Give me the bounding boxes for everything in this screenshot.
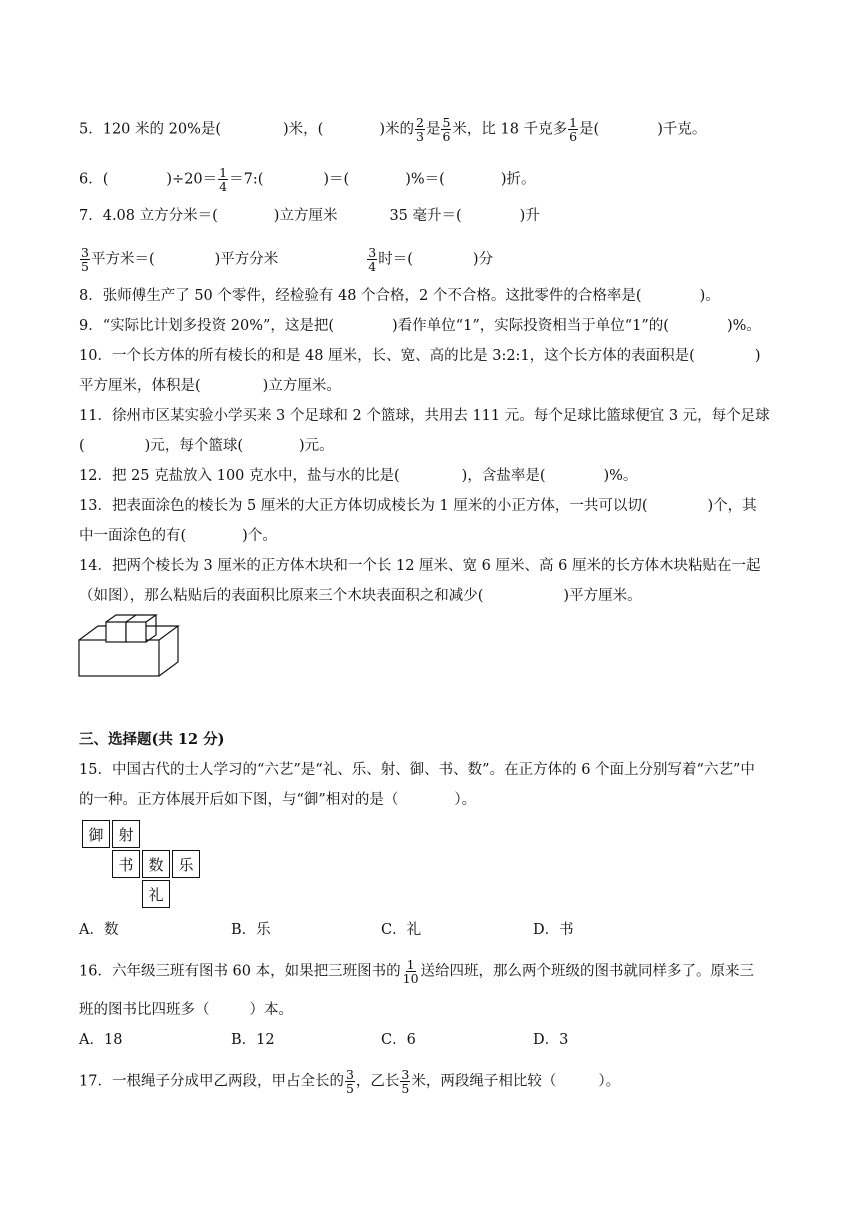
q12-text-c: )%。 — [603, 468, 638, 484]
q11-text-a: 11．徐州市区某实验小学买来 3 个足球和 2 个篮球，共用去 111 元。每个足球比篮球便宜 3 元，每个足球 — [79, 408, 770, 424]
option-a[interactable]: A．18 — [79, 1032, 123, 1048]
q10-text-a: 10．一个长方体的所有棱长的和是 48 厘米，长、宽、高的比是 3:2:1，这个长方体的表面积是( — [79, 348, 695, 364]
q6-text-c: ＝7:( — [229, 171, 264, 188]
q8-text-b: )。 — [699, 288, 720, 304]
q14-text-a: 14．把两个棱长为 3 厘米的正方体木块和一个长 12 厘米、宽 6 厘米、高 6 厘米的长方体木块粘贴在一起 — [79, 558, 761, 574]
q15-text-c: ）。 — [454, 792, 477, 808]
net-cell: 礼 — [142, 880, 170, 908]
q5-text-e: 米，比 18 千克多 — [452, 121, 568, 138]
q5-text-b: )米，( — [283, 121, 324, 138]
q16-text-d: ）本。 — [249, 1002, 293, 1018]
q6-text-f: )折。 — [500, 171, 536, 188]
q13-text-b: )个，其 — [707, 498, 757, 514]
question-17 — [79, 1068, 620, 1095]
q5-text-d: 是 — [425, 121, 441, 138]
question-6 — [79, 166, 535, 193]
q7-text-f: )平方分米 — [214, 251, 279, 268]
fraction: $\frac{2}{3}$ — [416, 115, 424, 144]
q17-text-d: ）。 — [598, 1073, 621, 1090]
q15-text-a: 15．中国古代的士人学习的“六艺”是“礼、乐、射、御、书、数”。在正方体的 6 个面上分别写着“六艺”中 — [79, 762, 755, 778]
net-cell: 御 — [82, 820, 110, 848]
option-c[interactable]: C．礼 — [381, 922, 422, 938]
question-11-line-1 — [79, 406, 770, 426]
option-b[interactable]: B．12 — [231, 1032, 275, 1048]
net-cell: 书 — [112, 850, 140, 878]
section-title: 三、选择题(共 12 分) — [79, 731, 225, 748]
q16-text-b: 送给四班，那么两个班级的图书就同样多了。原来三 — [420, 963, 755, 980]
option-d[interactable]: D．书 — [533, 922, 574, 938]
q9-text-c: )%。 — [726, 318, 761, 334]
fraction: $\frac{1}{10}$ — [402, 957, 419, 986]
net-cell: 数 — [142, 850, 170, 878]
q6-text-d: )＝( — [323, 171, 350, 188]
q6-text-e: )%＝( — [405, 171, 445, 188]
q5-text-g: )千克。 — [657, 121, 707, 138]
q13-text-a: 13．把表面涂色的棱长为 5 厘米的大正方体切成棱长为 1 厘米的小正方体，一共可以切( — [79, 498, 648, 514]
option-c[interactable]: C．6 — [381, 1032, 416, 1048]
fraction: $\frac{1}{4}$ — [219, 165, 228, 194]
question-7-line-1 — [79, 206, 540, 226]
question-12 — [79, 466, 637, 486]
fraction: $\frac{3}{4}$ — [368, 245, 377, 274]
fraction: $\frac{3}{5}$ — [81, 245, 89, 274]
q12-text-b: )，含盐率是( — [461, 468, 546, 484]
q7-text-d: )升 — [519, 208, 540, 224]
q6-text-b: )÷20＝ — [166, 171, 218, 188]
q13-text-c: 中一面涂色的有( — [79, 528, 187, 544]
question-16-line-1 — [79, 958, 754, 985]
q7-text-g: 时＝( — [378, 251, 413, 268]
question-15-line-1 — [79, 760, 755, 780]
q11-text-d: )元。 — [299, 438, 334, 454]
question-16-options — [79, 1030, 568, 1050]
option-a[interactable]: A．数 — [79, 922, 119, 938]
fraction: $\frac{5}{6}$ — [442, 115, 451, 144]
question-14-line-1 — [79, 556, 760, 576]
q7-text-e: 平方米＝( — [90, 251, 155, 268]
q11-text-c: )元，每个篮球( — [144, 438, 243, 454]
fraction: $\frac{3}{5}$ — [345, 1067, 354, 1096]
net-cell: 乐 — [172, 850, 200, 878]
q15-text-b: 的一种。正方体展开后如下图，与“御”相对的是（ — [79, 792, 399, 808]
q10-text-c: 平方厘米，体积是( — [79, 378, 201, 394]
question-5 — [79, 116, 706, 143]
question-14-line-2 — [79, 586, 642, 606]
question-13-line-2 — [79, 526, 277, 546]
q17-text-a: 17．一根绳子分成甲乙两段，甲占全长的 — [79, 1073, 344, 1090]
question-8 — [79, 286, 720, 306]
q17-text-b: ，乙长 — [355, 1073, 400, 1090]
q10-text-d: )立方厘米。 — [262, 378, 341, 394]
q13-text-d: )个。 — [242, 528, 277, 544]
q9-text-a: 9．“实际比计划多投资 20%”，这是把( — [79, 318, 335, 334]
q5-text-a: 5．120 米的 20%是( — [79, 121, 222, 138]
question-16-line-2 — [79, 1000, 293, 1020]
question-15-options — [79, 920, 574, 940]
q10-text-b: ) — [754, 348, 761, 364]
q6-text-a: 6．( — [79, 171, 109, 188]
question-15-line-2 — [79, 790, 476, 810]
q16-text-a: 16．六年级三班有图书 60 本，如果把三班图书的 — [79, 963, 401, 980]
question-11-line-2 — [79, 436, 334, 456]
question-10-line-2 — [79, 376, 341, 396]
q12-text-a: 12．把 25 克盐放入 100 克水中，盐与水的比是( — [79, 468, 400, 484]
option-d[interactable]: D．3 — [533, 1032, 569, 1048]
q14-text-c: )平方厘米。 — [563, 588, 642, 604]
net-cell: 射 — [112, 820, 140, 848]
q9-text-b: )看作单位“1”，实际投资相当于单位“1”的( — [392, 318, 669, 334]
cuboid-with-cubes-figure — [78, 612, 182, 678]
q11-text-b: ( — [79, 438, 85, 454]
fraction: $\frac{1}{6}$ — [569, 115, 578, 144]
question-9 — [79, 316, 761, 336]
q5-text-c: )米的 — [379, 121, 415, 138]
question-10-line-1 — [79, 346, 761, 366]
q14-text-b: （如图），那么粘贴后的表面积比原来三个木块表面积之和减少( — [79, 588, 484, 604]
q17-text-c: 米，两段绳子相比较（ — [411, 1073, 557, 1090]
question-7-line-2 — [79, 246, 493, 273]
q7-text-c: 35 毫升＝( — [389, 208, 462, 224]
q7-text-b: )立方厘米 — [273, 208, 338, 224]
q16-text-c: 班的图书比四班多（ — [79, 1002, 210, 1018]
q7-text-h: )分 — [472, 251, 494, 268]
q7-text-a: 7．4.08 立方分米＝( — [79, 208, 218, 224]
q5-text-f: 是( — [579, 121, 600, 138]
option-b[interactable]: B．乐 — [231, 922, 271, 938]
fraction: $\frac{3}{5}$ — [401, 1067, 410, 1096]
question-13-line-1 — [79, 496, 757, 516]
q8-text-a: 8．张师傅生产了 50 个零件，经检验有 48 个合格，2 个不合格。这批零件的合格率是( — [79, 288, 642, 304]
